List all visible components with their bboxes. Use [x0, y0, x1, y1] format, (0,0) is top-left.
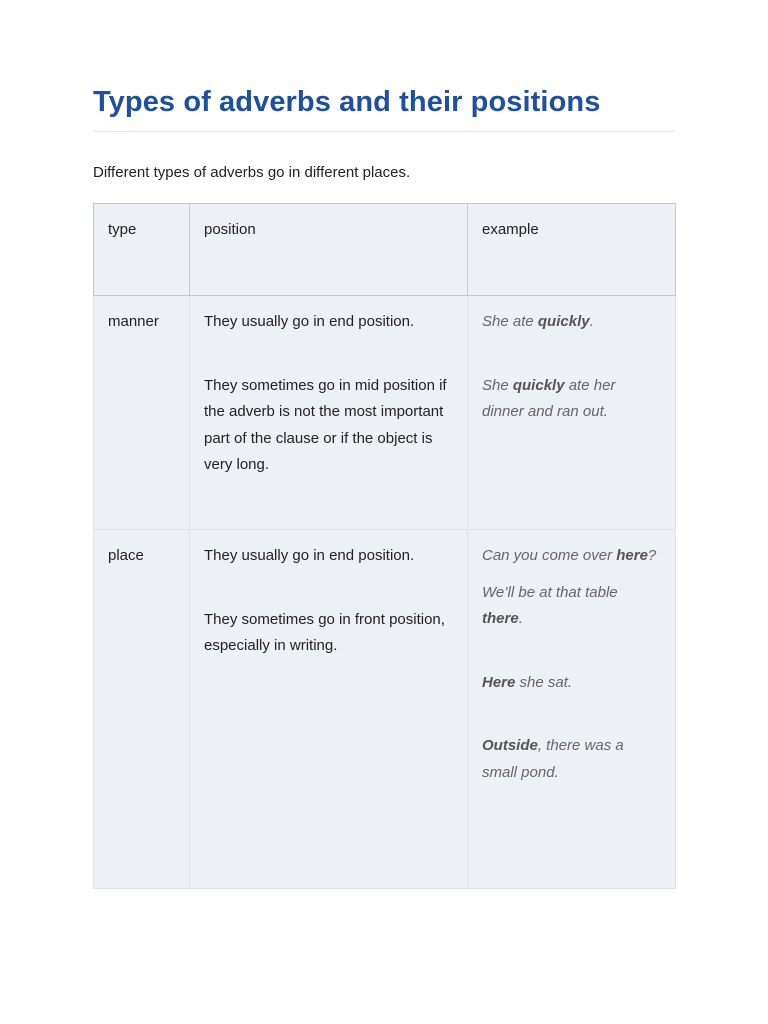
- example-cell: [468, 296, 676, 530]
- example-fragment: .: [518, 610, 523, 627]
- example-text: [482, 373, 661, 426]
- example-adverb: Here: [482, 673, 516, 691]
- title-divider: [93, 131, 675, 132]
- type-cell: place: [94, 530, 190, 889]
- example-text: [482, 543, 661, 570]
- type-cell: manner: [94, 296, 190, 530]
- example-fragment: , there was a small pond.: [482, 737, 624, 781]
- position-text: They usually go in end position.: [204, 547, 415, 564]
- example-fragment: .: [589, 313, 594, 330]
- page-title: Types of adverbs and their positions: [93, 86, 601, 118]
- adverb-table: [93, 203, 676, 889]
- example-fragment: she sat.: [515, 673, 573, 691]
- example-text: [482, 580, 661, 633]
- position-text: They sometimes go in front position, especially in writing.: [204, 610, 445, 654]
- example-adverb: here: [616, 547, 648, 564]
- table-row: [94, 296, 676, 530]
- position-cell: [190, 530, 468, 889]
- example-fragment: She: [482, 376, 513, 394]
- example-adverb: there: [482, 610, 519, 627]
- example-cell: [468, 530, 676, 889]
- example-text: [482, 733, 661, 786]
- header-example: example: [468, 204, 676, 296]
- example-fragment: ?: [647, 547, 657, 564]
- example-fragment: She ate: [482, 313, 538, 330]
- example-text: [482, 670, 661, 697]
- example-text: [482, 309, 661, 336]
- position-text: They sometimes go in mid position if the adverb is not the most important part of the clause or if the object is very long.: [204, 376, 447, 473]
- example-adverb: quickly: [512, 376, 565, 394]
- example-fragment: Can you come over: [482, 547, 617, 564]
- example-fragment: ate her dinner and ran out.: [482, 376, 616, 420]
- position-cell: [190, 296, 468, 530]
- example-fragment: We’ll be at that table: [482, 583, 618, 601]
- header-type: type: [94, 204, 190, 296]
- table-header-row: [94, 204, 676, 296]
- header-position: position: [190, 204, 468, 296]
- example-adverb: quickly: [537, 313, 590, 330]
- position-text: They usually go in end position.: [204, 313, 415, 330]
- table-row: [94, 530, 676, 889]
- intro-paragraph: Different types of adverbs go in different places.: [93, 164, 411, 181]
- example-adverb: Outside: [482, 737, 538, 754]
